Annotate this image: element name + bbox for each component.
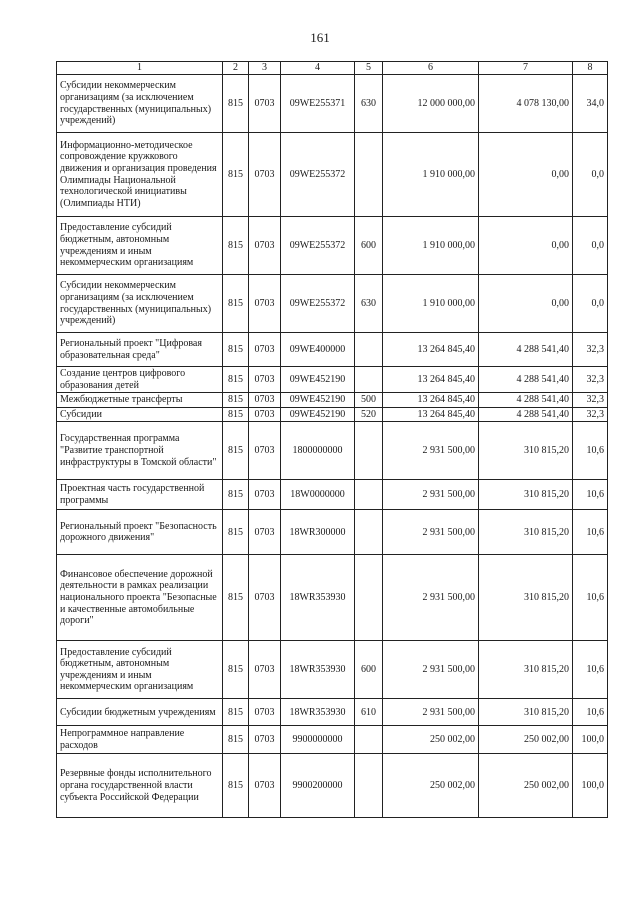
admin-code: 815 bbox=[223, 217, 249, 275]
section-code: 0703 bbox=[249, 754, 281, 818]
table-row bbox=[57, 407, 608, 422]
table-row bbox=[57, 699, 608, 726]
planned-amount: 250 002,00 bbox=[383, 726, 479, 754]
execution-percent: 10,6 bbox=[573, 480, 608, 510]
executed-amount: 310 815,20 bbox=[479, 480, 573, 510]
admin-code: 815 bbox=[223, 510, 249, 555]
row-name: Субсидии бюджетным учреждениям bbox=[57, 699, 223, 726]
table-row bbox=[57, 367, 608, 393]
row-name: Субсидии некоммерческим организациям (за исключением государственных (муниципальных) учреждений) bbox=[57, 75, 223, 133]
table-row bbox=[57, 754, 608, 818]
table-row bbox=[57, 133, 608, 217]
admin-code: 815 bbox=[223, 699, 249, 726]
target-article: 9900200000 bbox=[281, 754, 355, 818]
row-name: Финансовое обеспечение дорожной деятельности в рамках реализации национального проекта "Безопасные и качественные автомобильные дороги" bbox=[57, 555, 223, 641]
expense-type: 630 bbox=[355, 275, 383, 333]
header-col-8: 8 bbox=[573, 62, 608, 75]
budget-table bbox=[56, 61, 608, 818]
planned-amount: 2 931 500,00 bbox=[383, 699, 479, 726]
admin-code: 815 bbox=[223, 641, 249, 699]
header-col-4: 4 bbox=[281, 62, 355, 75]
section-code: 0703 bbox=[249, 393, 281, 408]
executed-amount: 0,00 bbox=[479, 217, 573, 275]
execution-percent: 100,0 bbox=[573, 754, 608, 818]
execution-percent: 10,6 bbox=[573, 641, 608, 699]
executed-amount: 0,00 bbox=[479, 275, 573, 333]
table-row bbox=[57, 217, 608, 275]
executed-amount: 310 815,20 bbox=[479, 555, 573, 641]
header-col-7: 7 bbox=[479, 62, 573, 75]
admin-code: 815 bbox=[223, 333, 249, 367]
executed-amount: 4 288 541,40 bbox=[479, 393, 573, 408]
row-name: Резервные фонды исполнительного органа государственной власти субъекта Российской Федерации bbox=[57, 754, 223, 818]
expense-type: 630 bbox=[355, 75, 383, 133]
target-article: 9900000000 bbox=[281, 726, 355, 754]
target-article: 09WE255371 bbox=[281, 75, 355, 133]
admin-code: 815 bbox=[223, 75, 249, 133]
header-col-1: 1 bbox=[57, 62, 223, 75]
section-code: 0703 bbox=[249, 407, 281, 422]
expense-type bbox=[355, 333, 383, 367]
executed-amount: 310 815,20 bbox=[479, 699, 573, 726]
row-name: Государственная программа "Развитие транспортной инфраструктуры в Томской области" bbox=[57, 422, 223, 480]
section-code: 0703 bbox=[249, 726, 281, 754]
planned-amount: 1 910 000,00 bbox=[383, 133, 479, 217]
planned-amount: 1 910 000,00 bbox=[383, 217, 479, 275]
target-article: 18WR300000 bbox=[281, 510, 355, 555]
planned-amount: 13 264 845,40 bbox=[383, 333, 479, 367]
row-name: Создание центров цифрового образования детей bbox=[57, 367, 223, 393]
planned-amount: 2 931 500,00 bbox=[383, 641, 479, 699]
section-code: 0703 bbox=[249, 510, 281, 555]
planned-amount: 13 264 845,40 bbox=[383, 393, 479, 408]
section-code: 0703 bbox=[249, 555, 281, 641]
executed-amount: 4 288 541,40 bbox=[479, 407, 573, 422]
executed-amount: 0,00 bbox=[479, 133, 573, 217]
row-name: Региональный проект "Цифровая образовательная среда" bbox=[57, 333, 223, 367]
target-article: 1800000000 bbox=[281, 422, 355, 480]
admin-code: 815 bbox=[223, 367, 249, 393]
section-code: 0703 bbox=[249, 422, 281, 480]
admin-code: 815 bbox=[223, 133, 249, 217]
target-article: 09WE255372 bbox=[281, 275, 355, 333]
admin-code: 815 bbox=[223, 407, 249, 422]
row-name: Субсидии некоммерческим организациям (за исключением государственных (муниципальных) учреждений) bbox=[57, 275, 223, 333]
execution-percent: 10,6 bbox=[573, 510, 608, 555]
expense-type: 610 bbox=[355, 699, 383, 726]
header-col-5: 5 bbox=[355, 62, 383, 75]
expense-type bbox=[355, 133, 383, 217]
planned-amount: 1 910 000,00 bbox=[383, 275, 479, 333]
planned-amount: 2 931 500,00 bbox=[383, 422, 479, 480]
row-name: Непрограммное направление расходов bbox=[57, 726, 223, 754]
executed-amount: 310 815,20 bbox=[479, 641, 573, 699]
execution-percent: 34,0 bbox=[573, 75, 608, 133]
table-row bbox=[57, 393, 608, 408]
expense-type: 500 bbox=[355, 393, 383, 408]
execution-percent: 0,0 bbox=[573, 217, 608, 275]
table-row bbox=[57, 726, 608, 754]
expense-type bbox=[355, 726, 383, 754]
section-code: 0703 bbox=[249, 275, 281, 333]
execution-percent: 32,3 bbox=[573, 333, 608, 367]
page-number: 161 bbox=[310, 30, 330, 45]
execution-percent: 32,3 bbox=[573, 407, 608, 422]
row-name: Межбюджетные трансферты bbox=[57, 393, 223, 408]
execution-percent: 100,0 bbox=[573, 726, 608, 754]
row-name: Предоставление субсидий бюджетным, автономным учреждениям и иным некоммерческим организациям bbox=[57, 641, 223, 699]
execution-percent: 10,6 bbox=[573, 699, 608, 726]
executed-amount: 4 288 541,40 bbox=[479, 367, 573, 393]
section-code: 0703 bbox=[249, 217, 281, 275]
row-name: Проектная часть государственной программы bbox=[57, 480, 223, 510]
execution-percent: 0,0 bbox=[573, 133, 608, 217]
planned-amount: 2 931 500,00 bbox=[383, 480, 479, 510]
executed-amount: 310 815,20 bbox=[479, 422, 573, 480]
table-row bbox=[57, 510, 608, 555]
target-article: 18WR353930 bbox=[281, 699, 355, 726]
executed-amount: 4 288 541,40 bbox=[479, 333, 573, 367]
target-article: 18WR353930 bbox=[281, 641, 355, 699]
table-row bbox=[57, 333, 608, 367]
admin-code: 815 bbox=[223, 555, 249, 641]
execution-percent: 32,3 bbox=[573, 367, 608, 393]
expense-type bbox=[355, 422, 383, 480]
header-col-2: 2 bbox=[223, 62, 249, 75]
execution-percent: 0,0 bbox=[573, 275, 608, 333]
table-row bbox=[57, 641, 608, 699]
planned-amount: 13 264 845,40 bbox=[383, 407, 479, 422]
header-row bbox=[57, 62, 608, 75]
admin-code: 815 bbox=[223, 422, 249, 480]
executed-amount: 250 002,00 bbox=[479, 754, 573, 818]
execution-percent: 32,3 bbox=[573, 393, 608, 408]
planned-amount: 12 000 000,00 bbox=[383, 75, 479, 133]
row-name: Информационно-методическое сопровождение кружкового движения и организация проведения Олимпиады Национальной технологической инициативы (Олимпиады НТИ) bbox=[57, 133, 223, 217]
header-col-3: 3 bbox=[249, 62, 281, 75]
expense-type bbox=[355, 510, 383, 555]
planned-amount: 13 264 845,40 bbox=[383, 367, 479, 393]
row-name: Субсидии bbox=[57, 407, 223, 422]
target-article: 09WE255372 bbox=[281, 133, 355, 217]
target-article: 09WE452190 bbox=[281, 407, 355, 422]
section-code: 0703 bbox=[249, 367, 281, 393]
planned-amount: 2 931 500,00 bbox=[383, 555, 479, 641]
expense-type: 600 bbox=[355, 217, 383, 275]
table-row bbox=[57, 75, 608, 133]
executed-amount: 4 078 130,00 bbox=[479, 75, 573, 133]
planned-amount: 2 931 500,00 bbox=[383, 510, 479, 555]
admin-code: 815 bbox=[223, 754, 249, 818]
planned-amount: 250 002,00 bbox=[383, 754, 479, 818]
expense-type: 600 bbox=[355, 641, 383, 699]
section-code: 0703 bbox=[249, 75, 281, 133]
section-code: 0703 bbox=[249, 641, 281, 699]
admin-code: 815 bbox=[223, 480, 249, 510]
target-article: 18WR353930 bbox=[281, 555, 355, 641]
execution-percent: 10,6 bbox=[573, 422, 608, 480]
expense-type bbox=[355, 367, 383, 393]
admin-code: 815 bbox=[223, 393, 249, 408]
row-name: Предоставление субсидий бюджетным, автономным учреждениям и иным некоммерческим организациям bbox=[57, 217, 223, 275]
header-col-6: 6 bbox=[383, 62, 479, 75]
executed-amount: 310 815,20 bbox=[479, 510, 573, 555]
expense-type bbox=[355, 480, 383, 510]
table-row bbox=[57, 275, 608, 333]
target-article: 09WE452190 bbox=[281, 393, 355, 408]
admin-code: 815 bbox=[223, 275, 249, 333]
row-name: Региональный проект "Безопасность дорожного движения" bbox=[57, 510, 223, 555]
table-row bbox=[57, 555, 608, 641]
section-code: 0703 bbox=[249, 133, 281, 217]
section-code: 0703 bbox=[249, 333, 281, 367]
section-code: 0703 bbox=[249, 699, 281, 726]
target-article: 09WE452190 bbox=[281, 367, 355, 393]
target-article: 09WE400000 bbox=[281, 333, 355, 367]
expense-type: 520 bbox=[355, 407, 383, 422]
admin-code: 815 bbox=[223, 726, 249, 754]
executed-amount: 250 002,00 bbox=[479, 726, 573, 754]
expense-type bbox=[355, 754, 383, 818]
table-row bbox=[57, 422, 608, 480]
expense-type bbox=[355, 555, 383, 641]
target-article: 09WE255372 bbox=[281, 217, 355, 275]
table-row bbox=[57, 480, 608, 510]
target-article: 18W0000000 bbox=[281, 480, 355, 510]
execution-percent: 10,6 bbox=[573, 555, 608, 641]
section-code: 0703 bbox=[249, 480, 281, 510]
